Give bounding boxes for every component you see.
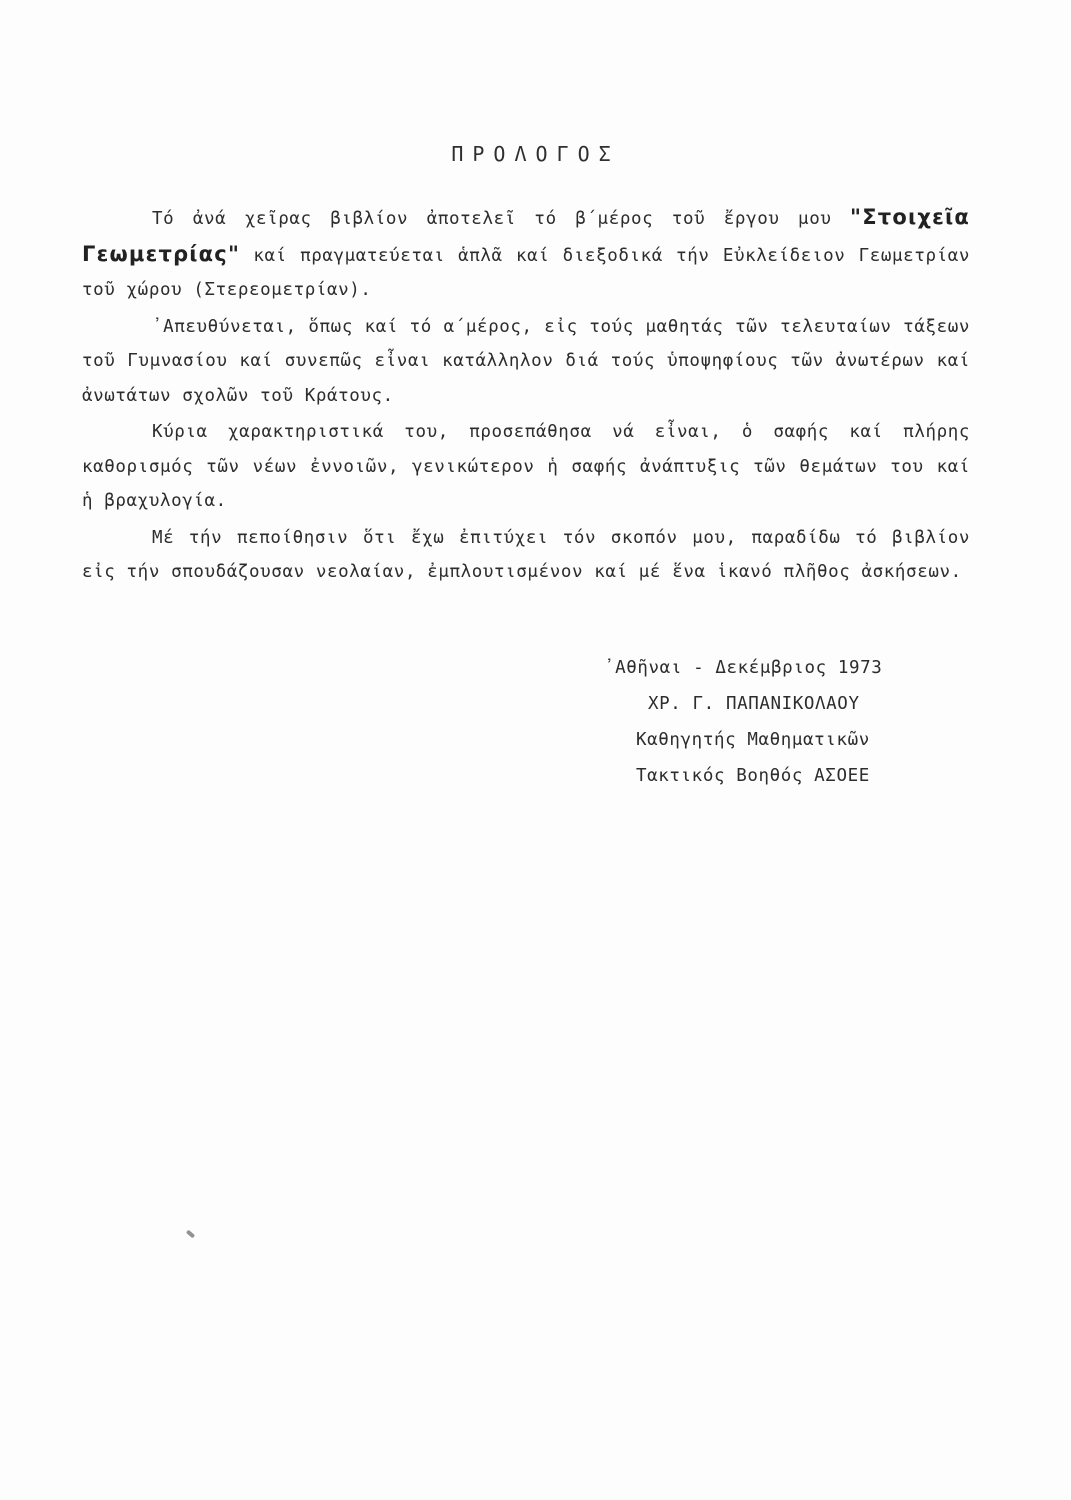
paragraph-2-text: ᾿Απευθύνεται, ὅπως καί τό α΄μέρος, εἰς τούς μαθητάς τῶν τελευταίων τάξεων τοῦ Γυμνασίου καί συνεπῶς εἶναι κατάλληλον διά τούς ὑποψηφίους τῶν ἀνωτέρων καί ἀνωτάτων σχολῶν τοῦ Κράτους. — [82, 316, 970, 406]
place-date: ᾿Αθῆναι - Δεκέμβριος 1973 — [604, 658, 883, 678]
paragraph-1 — [82, 200, 970, 308]
book-title: "Στοιχεῖα Γεωμετρίας" — [82, 205, 970, 266]
author-name: ΧΡ. Γ. ΠΑΠΑΝΙΚΟΛΑΟΥ — [648, 694, 860, 714]
paragraph-3 — [82, 415, 970, 519]
page-title: ΠΡΟΛΟΓΟΣ — [451, 142, 620, 166]
author-role: Καθηγητής Μαθηματικῶν — [636, 730, 870, 750]
paragraph-4 — [82, 521, 970, 590]
paragraph-2 — [82, 310, 970, 414]
paragraph-1-text-start: Τό ἀνά χεῖρας βιβλίον ἀποτελεῖ τό β΄μέρος τοῦ ἔργου μου — [152, 209, 851, 229]
paragraph-1-text-end: καί πραγματεύεται ἁπλᾶ καί διεξοδικά τήν Εὐκλείδειον Γεωμετρίαν τοῦ χώρου (Στερεομετρίαν). — [82, 245, 970, 300]
preface-body — [82, 200, 970, 590]
paragraph-3-text: Κύρια χαρακτηριστικά του, προσεπάθησα νά εἶναι, ὁ σαφής καί πλήρης καθορισμός τῶν νέων ἐννοιῶν, γενικώτερον ἡ σαφής ἀνάπτυξις τῶν θεμάτων του καί ἡ βραχυλογία. — [82, 422, 970, 511]
paper-speck — [186, 1230, 195, 1239]
signature-block — [590, 650, 950, 794]
paragraph-4-text: Μέ τήν πεποίθησιν ὅτι ἔχω ἐπιτύχει τόν σκοπόν μου, παραδίδω τό βιβλίον εἰς τήν σπουδάζουσαν νεολαίαν, ἐμπλουτισμένον καί μέ ἕνα ἱκανό πλῆθος ἀσκήσεων. — [82, 527, 970, 582]
author-position: Τακτικός Βοηθός ΑΣΟΕΕ — [636, 766, 870, 786]
